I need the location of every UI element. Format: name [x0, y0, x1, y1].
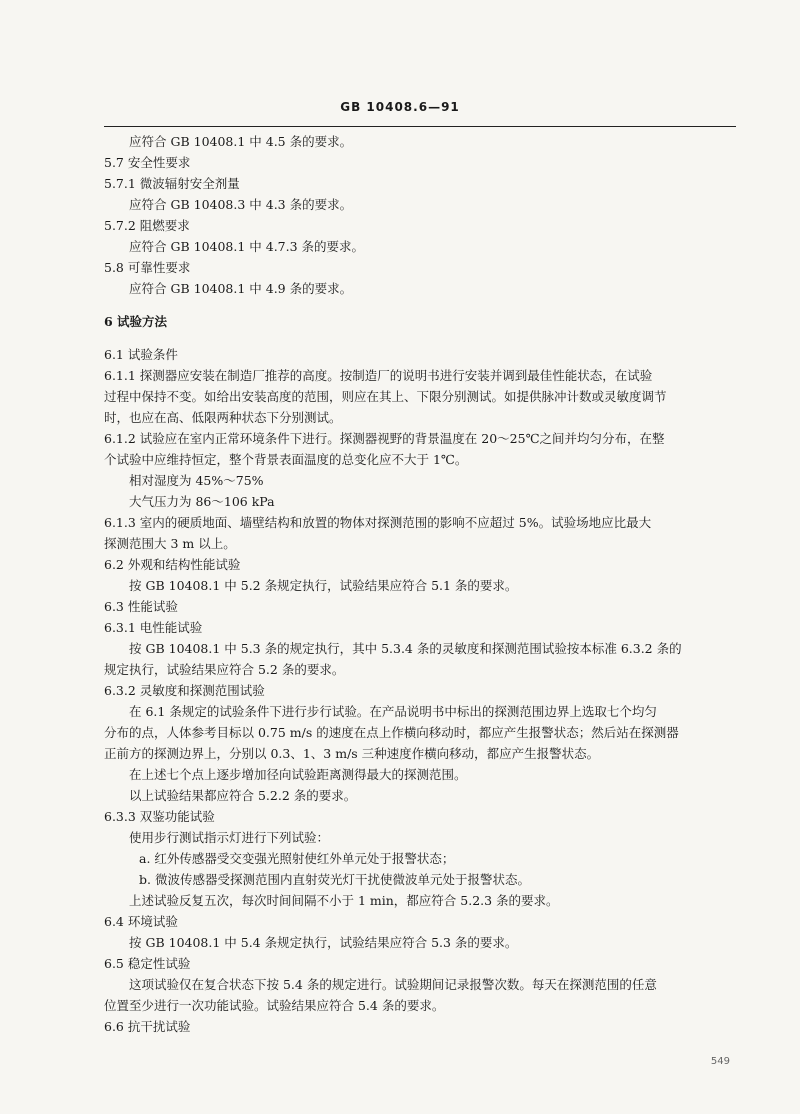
section-heading: 6.2 外观和结构性能试验: [104, 557, 241, 572]
paragraph-line: 按 GB 10408.1 中 5.3 条的规定执行，其中 5.3.4 条的灵敏度和探测范围试验按本标准 6.3.2 条的: [129, 641, 682, 656]
section-heading: 6.3 性能试验: [104, 599, 178, 614]
paragraph-line: 在 6.1 条规定的试验条件下进行步行试验。在产品说明书中标出的探测范围边界上选取七个均匀: [129, 704, 657, 719]
text-line: 应符合 GB 10408.1 中 4.7.3 条的要求。: [129, 239, 365, 254]
text-line: 应符合 GB 10408.1 中 4.9 条的要求。: [129, 281, 353, 296]
paragraph: [104, 512, 744, 554]
text-line: 在上述七个点上逐步增加径向试验距离测得最大的探测范围。: [129, 767, 467, 782]
section-heading: 5.8 可靠性要求: [104, 260, 191, 275]
paragraph-line: 过程中保持不变。如给出安装高度的范围，则应在其上、下限分别测试。如提供脉冲计数或灵敏度调节: [104, 389, 667, 404]
paragraph-line: 分布的点，人体参考目标以 0.75 m/s 的速度在点上作横向移动时，都应产生报警状态；然后站在探测器: [104, 725, 679, 740]
paragraph-line: 这项试验仅在复合状态下按 5.4 条的规定进行。试验期间记录报警次数。每天在探测范围的任意: [129, 977, 657, 992]
text-line: 大气压力为 86～106 kPa: [129, 494, 275, 509]
paragraph-line: 时，也应在高、低限两种状态下分别测试。: [104, 410, 342, 425]
page-header: GB 10408.6—91: [340, 100, 460, 114]
section-heading: 5.7.1 微波辐射安全剂量: [104, 176, 240, 191]
section-heading: 5.7 安全性要求: [104, 155, 191, 170]
text-line: 使用步行测试指示灯进行下列试验：: [129, 830, 330, 845]
text-line: 按 GB 10408.1 中 5.2 条规定执行，试验结果应符合 5.1 条的要求。: [129, 578, 518, 593]
paragraph-line: 正前方的探测边界上，分别以 0.3、1、3 m/s 三种速度作横向移动，都应产生报警状态。: [104, 746, 600, 761]
section-heading: 6 试验方法: [104, 314, 168, 329]
spacer: [104, 332, 744, 344]
list-item: a. 红外传感器受交变强光照射使红外单元处于报警状态；: [139, 851, 455, 866]
text-line: 按 GB 10408.1 中 5.4 条规定执行，试验结果应符合 5.3 条的要求。: [129, 935, 518, 950]
list-item: b. 微波传感器受探测范围内直射荧光灯干扰使微波单元处于报警状态。: [139, 872, 530, 887]
paragraph-line: 规定执行，试验结果应符合 5.2 条的要求。: [104, 662, 345, 677]
text-line: 相对湿度为 45%～75%: [129, 473, 264, 488]
header-rule: [104, 126, 736, 127]
paragraph-line: 探测范围大 3 m 以上。: [104, 536, 236, 551]
section-heading: 6.3.3 双鉴功能试验: [104, 809, 215, 824]
paragraph-line: 位置至少进行一次功能试验。试验结果应符合 5.4 条的要求。: [104, 998, 445, 1013]
section-heading: 5.7.2 阻燃要求: [104, 218, 190, 233]
section-heading: 6.3.1 电性能试验: [104, 620, 203, 635]
paragraph: [104, 428, 744, 470]
section-heading: 6.1 试验条件: [104, 347, 178, 362]
document-body: [104, 131, 744, 1037]
text-line: 以上试验结果都应符合 5.2.2 条的要求。: [129, 788, 357, 803]
spacer: [104, 299, 744, 311]
paragraph: [104, 974, 744, 1016]
section-heading: 6.3.2 灵敏度和探测范围试验: [104, 683, 265, 698]
paragraph: [104, 365, 744, 428]
paragraph-line: 6.1.1 探测器应安装在制造厂推荐的高度。按制造厂的说明书进行安装并调到最佳性能状态，在试验: [104, 368, 653, 383]
paragraph-line: 6.1.3 室内的硬质地面、墙壁结构和放置的物体对探测范围的影响不应超过 5%。试验场地应比最大: [104, 515, 652, 530]
text-line: 上述试验反复五次，每次时间间隔不小于 1 min，都应符合 5.2.3 条的要求。: [129, 893, 559, 908]
paragraph-line: 6.1.2 试验应在室内正常环境条件下进行。探测器视野的背景温度在 20～25℃之间并均匀分布，在整: [104, 431, 665, 446]
text-line: 应符合 GB 10408.1 中 4.5 条的要求。: [129, 134, 353, 149]
section-heading: 6.5 稳定性试验: [104, 956, 191, 971]
paragraph-line: 个试验中应维持恒定，整个背景表面温度的总变化应不大于 1℃。: [104, 452, 468, 467]
paragraph: [104, 701, 744, 764]
page-number: 549: [710, 1056, 730, 1067]
section-heading: 6.4 环境试验: [104, 914, 178, 929]
paragraph: [104, 638, 744, 680]
text-line: 应符合 GB 10408.3 中 4.3 条的要求。: [129, 197, 353, 212]
section-heading: 6.6 抗干扰试验: [104, 1019, 191, 1034]
